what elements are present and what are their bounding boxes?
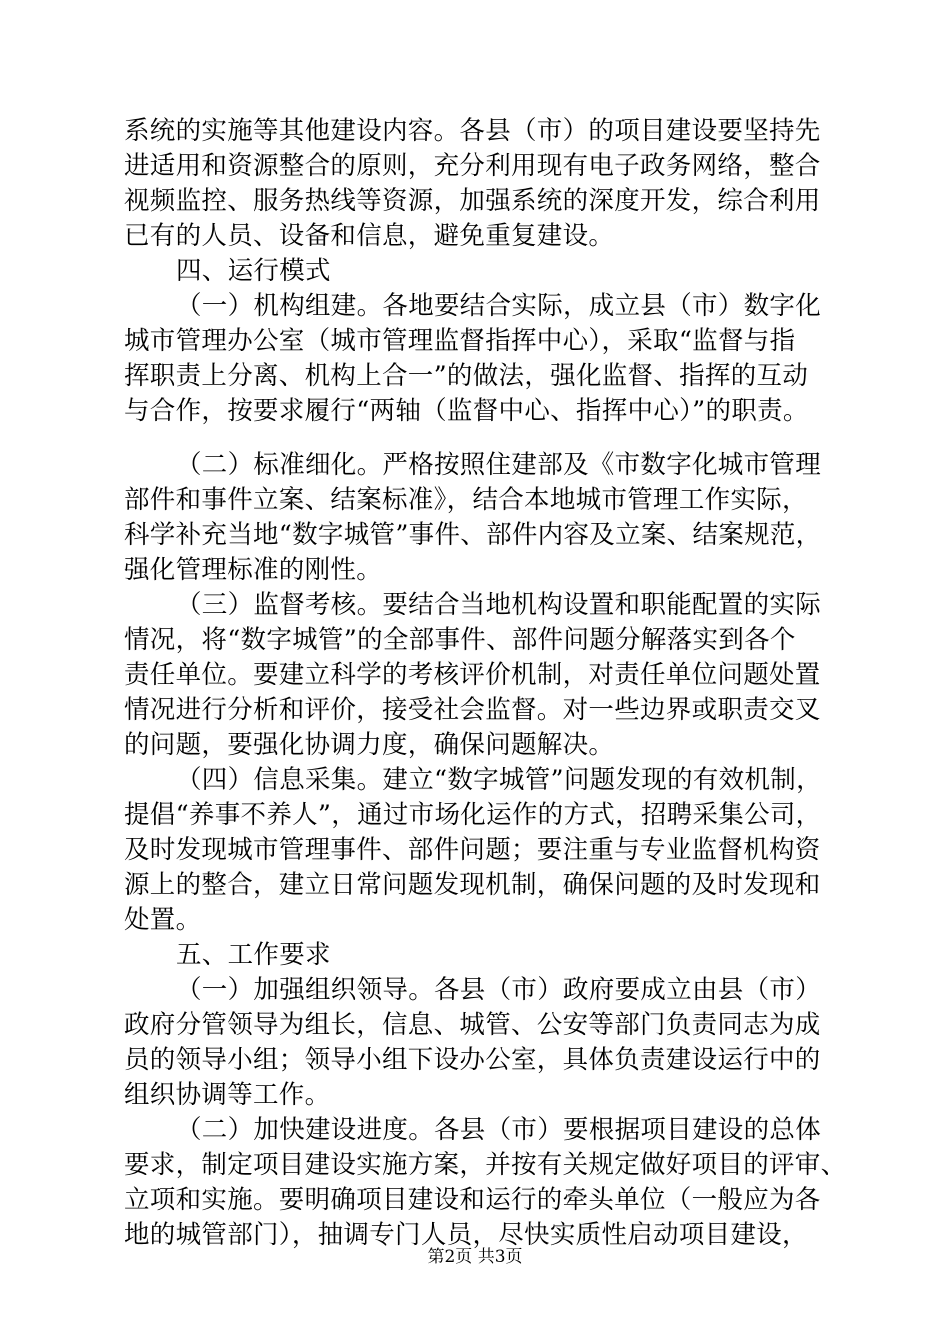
text-line: 部件和事件立案、结案标准》，结合本地城市管理工作实际， [124,485,808,515]
text-line: 挥职责上分离、机构上合一”的做法，强化监督、指挥的互动 [124,361,809,391]
text-line: 提倡“养事不养人”，通过市场化运作的方式，招聘采集公司， [124,800,822,830]
text-line: （一）加强组织领导。各县（市）政府要成立由县（市） [176,975,822,1005]
text-line: （四）信息采集。建立“数字城管”问题发现的有效机制， [176,765,822,795]
text-line: 视频监控、服务热线等资源，加强系统的深度开发，综合利用 [124,186,821,216]
text-line: 要求，制定项目建设实施方案，并按有关规定做好项目的评审、 [124,1150,847,1180]
text-line: 系统的实施等其他建设内容。各县（市）的项目建设要坚持先 [124,116,821,146]
text-line: 情况进行分析和评价，接受社会监督。对一些边界或职责交叉 [124,695,821,725]
text-line: 及时发现城市管理事件、部件问题；要注重与专业监督机构资 [124,835,821,865]
text-line: 科学补充当地“数字城管”事件、部件内容及立案、结案规范， [124,520,822,550]
section-heading: 五、工作要求 [176,940,331,970]
text-line: 进适用和资源整合的原则，充分利用现有电子政务网络，整合 [124,151,821,181]
text-line: 地的城管部门），抽调专门人员，尽快实质性启动项目建设， [124,1220,808,1250]
text-line: 强化管理标准的刚性。 [124,555,383,585]
text-line: 责任单位。要建立科学的考核评价机制，对责任单位问题处置 [124,660,821,690]
text-line: 源上的整合，建立日常问题发现机制，确保问题的及时发现和 [124,870,821,900]
page-footer: 第2页 共3页 [427,1247,523,1267]
text-line: 员的领导小组；领导小组下设办公室，具体负责建设运行中的 [124,1045,821,1075]
text-line: 的问题，要强化协调力度，确保问题解决。 [124,730,615,760]
text-line: 与合作，按要求履行“两轴（监督中心、指挥中心）”的职责。 [124,396,809,426]
section-heading: 四、运行模式 [176,256,331,286]
text-line: 处置。 [124,905,202,935]
text-line: （三）监督考核。要结合当地机构设置和职能配置的实际 [176,590,822,620]
text-line: （一）机构组建。各地要结合实际，成立县（市）数字化 [176,291,822,321]
text-line: 立项和实施。要明确项目建设和运行的牵头单位（一般应为各 [124,1185,821,1215]
text-line: （二）加快建设进度。各县（市）要根据项目建设的总体 [176,1115,822,1145]
text-line: 已有的人员、设备和信息，避免重复建设。 [124,221,615,251]
text-line: 政府分管领导为组长，信息、城管、公安等部门负责同志为成 [124,1010,821,1040]
text-line: （二）标准细化。严格按照住建部及《市数字化城市管理 [176,450,822,480]
text-line: 组织协调等工作。 [124,1080,331,1110]
text-line: 情况，将“数字城管”的全部事件、部件问题分解落实到各个 [124,625,796,655]
text-line: 城市管理办公室（城市管理监督指挥中心），采取“监督与指 [124,326,796,356]
